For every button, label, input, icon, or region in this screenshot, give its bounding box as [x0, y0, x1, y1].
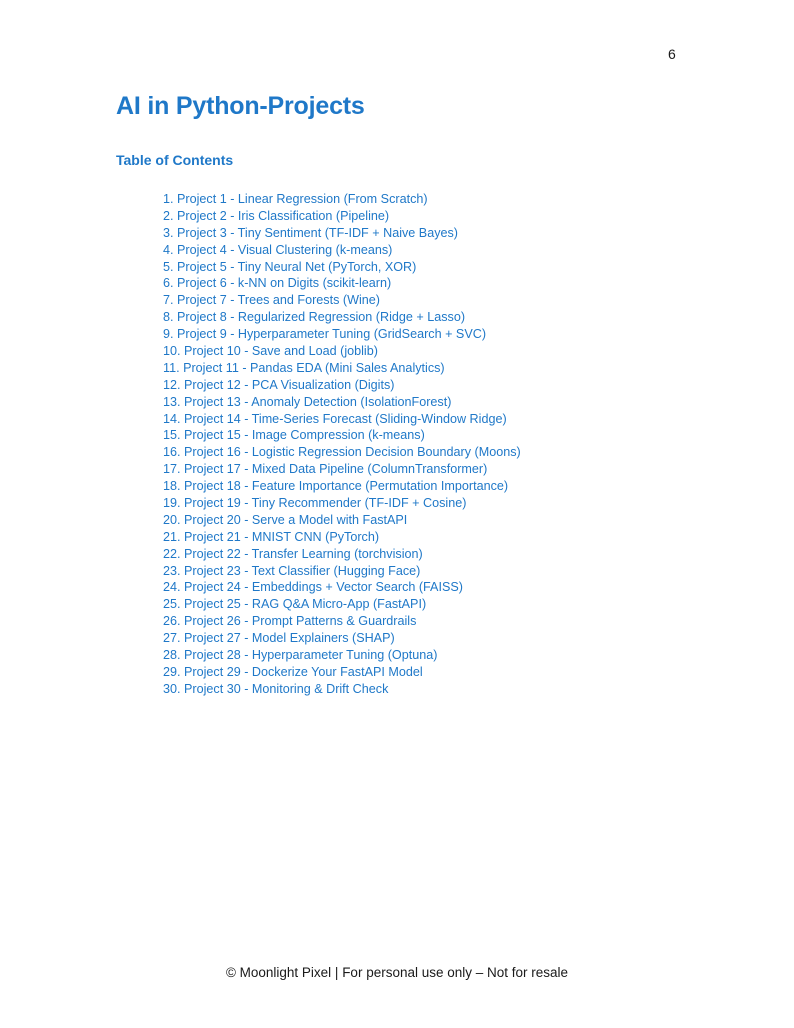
toc-item-3[interactable]: 3. Project 3 - Tiny Sentiment (TF-IDF + Naive Bayes)	[163, 225, 458, 240]
toc-heading: Table of Contents	[116, 152, 234, 168]
toc-item-7[interactable]: 7. Project 7 - Trees and Forests (Wine)	[163, 293, 380, 308]
toc-item-25[interactable]: 25. Project 25 - RAG Q&A Micro-App (FastAPI)	[163, 597, 427, 612]
toc-item-2[interactable]: 2. Project 2 - Iris Classification (Pipeline)	[163, 208, 390, 223]
toc-item-30[interactable]: 30. Project 30 - Monitoring & Drift Check	[163, 681, 389, 696]
toc-item-15[interactable]: 15. Project 15 - Image Compression (k-means)	[163, 428, 425, 443]
toc-item-8[interactable]: 8. Project 8 - Regularized Regression (Ridge + Lasso)	[163, 310, 466, 325]
toc-item-6[interactable]: 6. Project 6 - k-NN on Digits (scikit-learn)	[163, 276, 392, 291]
toc-item-20[interactable]: 20. Project 20 - Serve a Model with FastAPI	[163, 512, 408, 527]
toc-item-1[interactable]: 1. Project 1 - Linear Regression (From Scratch)	[163, 192, 428, 206]
toc-item-22[interactable]: 22. Project 22 - Transfer Learning (torchvision)	[163, 546, 423, 561]
toc-item-9[interactable]: 9. Project 9 - Hyperparameter Tuning (GridSearch + SVC)	[163, 327, 487, 342]
toc-item-5[interactable]: 5. Project 5 - Tiny Neural Net (PyTorch, XOR)	[163, 259, 417, 274]
toc-item-19[interactable]: 19. Project 19 - Tiny Recommender (TF-IDF + Cosine)	[163, 496, 467, 511]
page-number: 6	[668, 46, 676, 62]
toc-item-28[interactable]: 28. Project 28 - Hyperparameter Tuning (Optuna)	[163, 648, 438, 663]
toc-item-13[interactable]: 13. Project 13 - Anomaly Detection (IsolationForest)	[163, 394, 452, 409]
toc-item-26[interactable]: 26. Project 26 - Prompt Patterns & Guardrails	[163, 614, 417, 629]
footer-copyright: © Moonlight Pixel | For personal use only – Not for resale	[225, 965, 569, 980]
toc-item-12[interactable]: 12. Project 12 - PCA Visualization (Digits)	[163, 377, 395, 392]
toc-item-23[interactable]: 23. Project 23 - Text Classifier (Hugging Face)	[163, 563, 421, 578]
toc-item-17[interactable]: 17. Project 17 - Mixed Data Pipeline (ColumnTransformer)	[163, 462, 488, 477]
toc-item-10[interactable]: 10. Project 10 - Save and Load (joblib)	[163, 344, 378, 359]
toc-item-11[interactable]: 11. Project 11 - Pandas EDA (Mini Sales Analytics)	[163, 360, 445, 375]
toc-item-24[interactable]: 24. Project 24 - Embeddings + Vector Search (FAISS)	[163, 580, 463, 595]
toc-item-18[interactable]: 18. Project 18 - Feature Importance (Permutation Importance)	[163, 479, 509, 494]
toc-item-27[interactable]: 27. Project 27 - Model Explainers (SHAP)	[163, 631, 395, 646]
toc-item-14[interactable]: 14. Project 14 - Time-Series Forecast (Sliding-Window Ridge)	[163, 411, 507, 426]
toc-item-16[interactable]: 16. Project 16 - Logistic Regression Decision Boundary (Moons)	[163, 445, 521, 460]
toc-item-21[interactable]: 21. Project 21 - MNIST CNN (PyTorch)	[163, 529, 380, 544]
table-of-contents	[163, 191, 521, 698]
document-title: AI in Python-Projects	[116, 92, 365, 120]
toc-item-4[interactable]: 4. Project 4 - Visual Clustering (k-means)	[163, 242, 393, 257]
toc-item-29[interactable]: 29. Project 29 - Dockerize Your FastAPI Model	[163, 664, 423, 679]
